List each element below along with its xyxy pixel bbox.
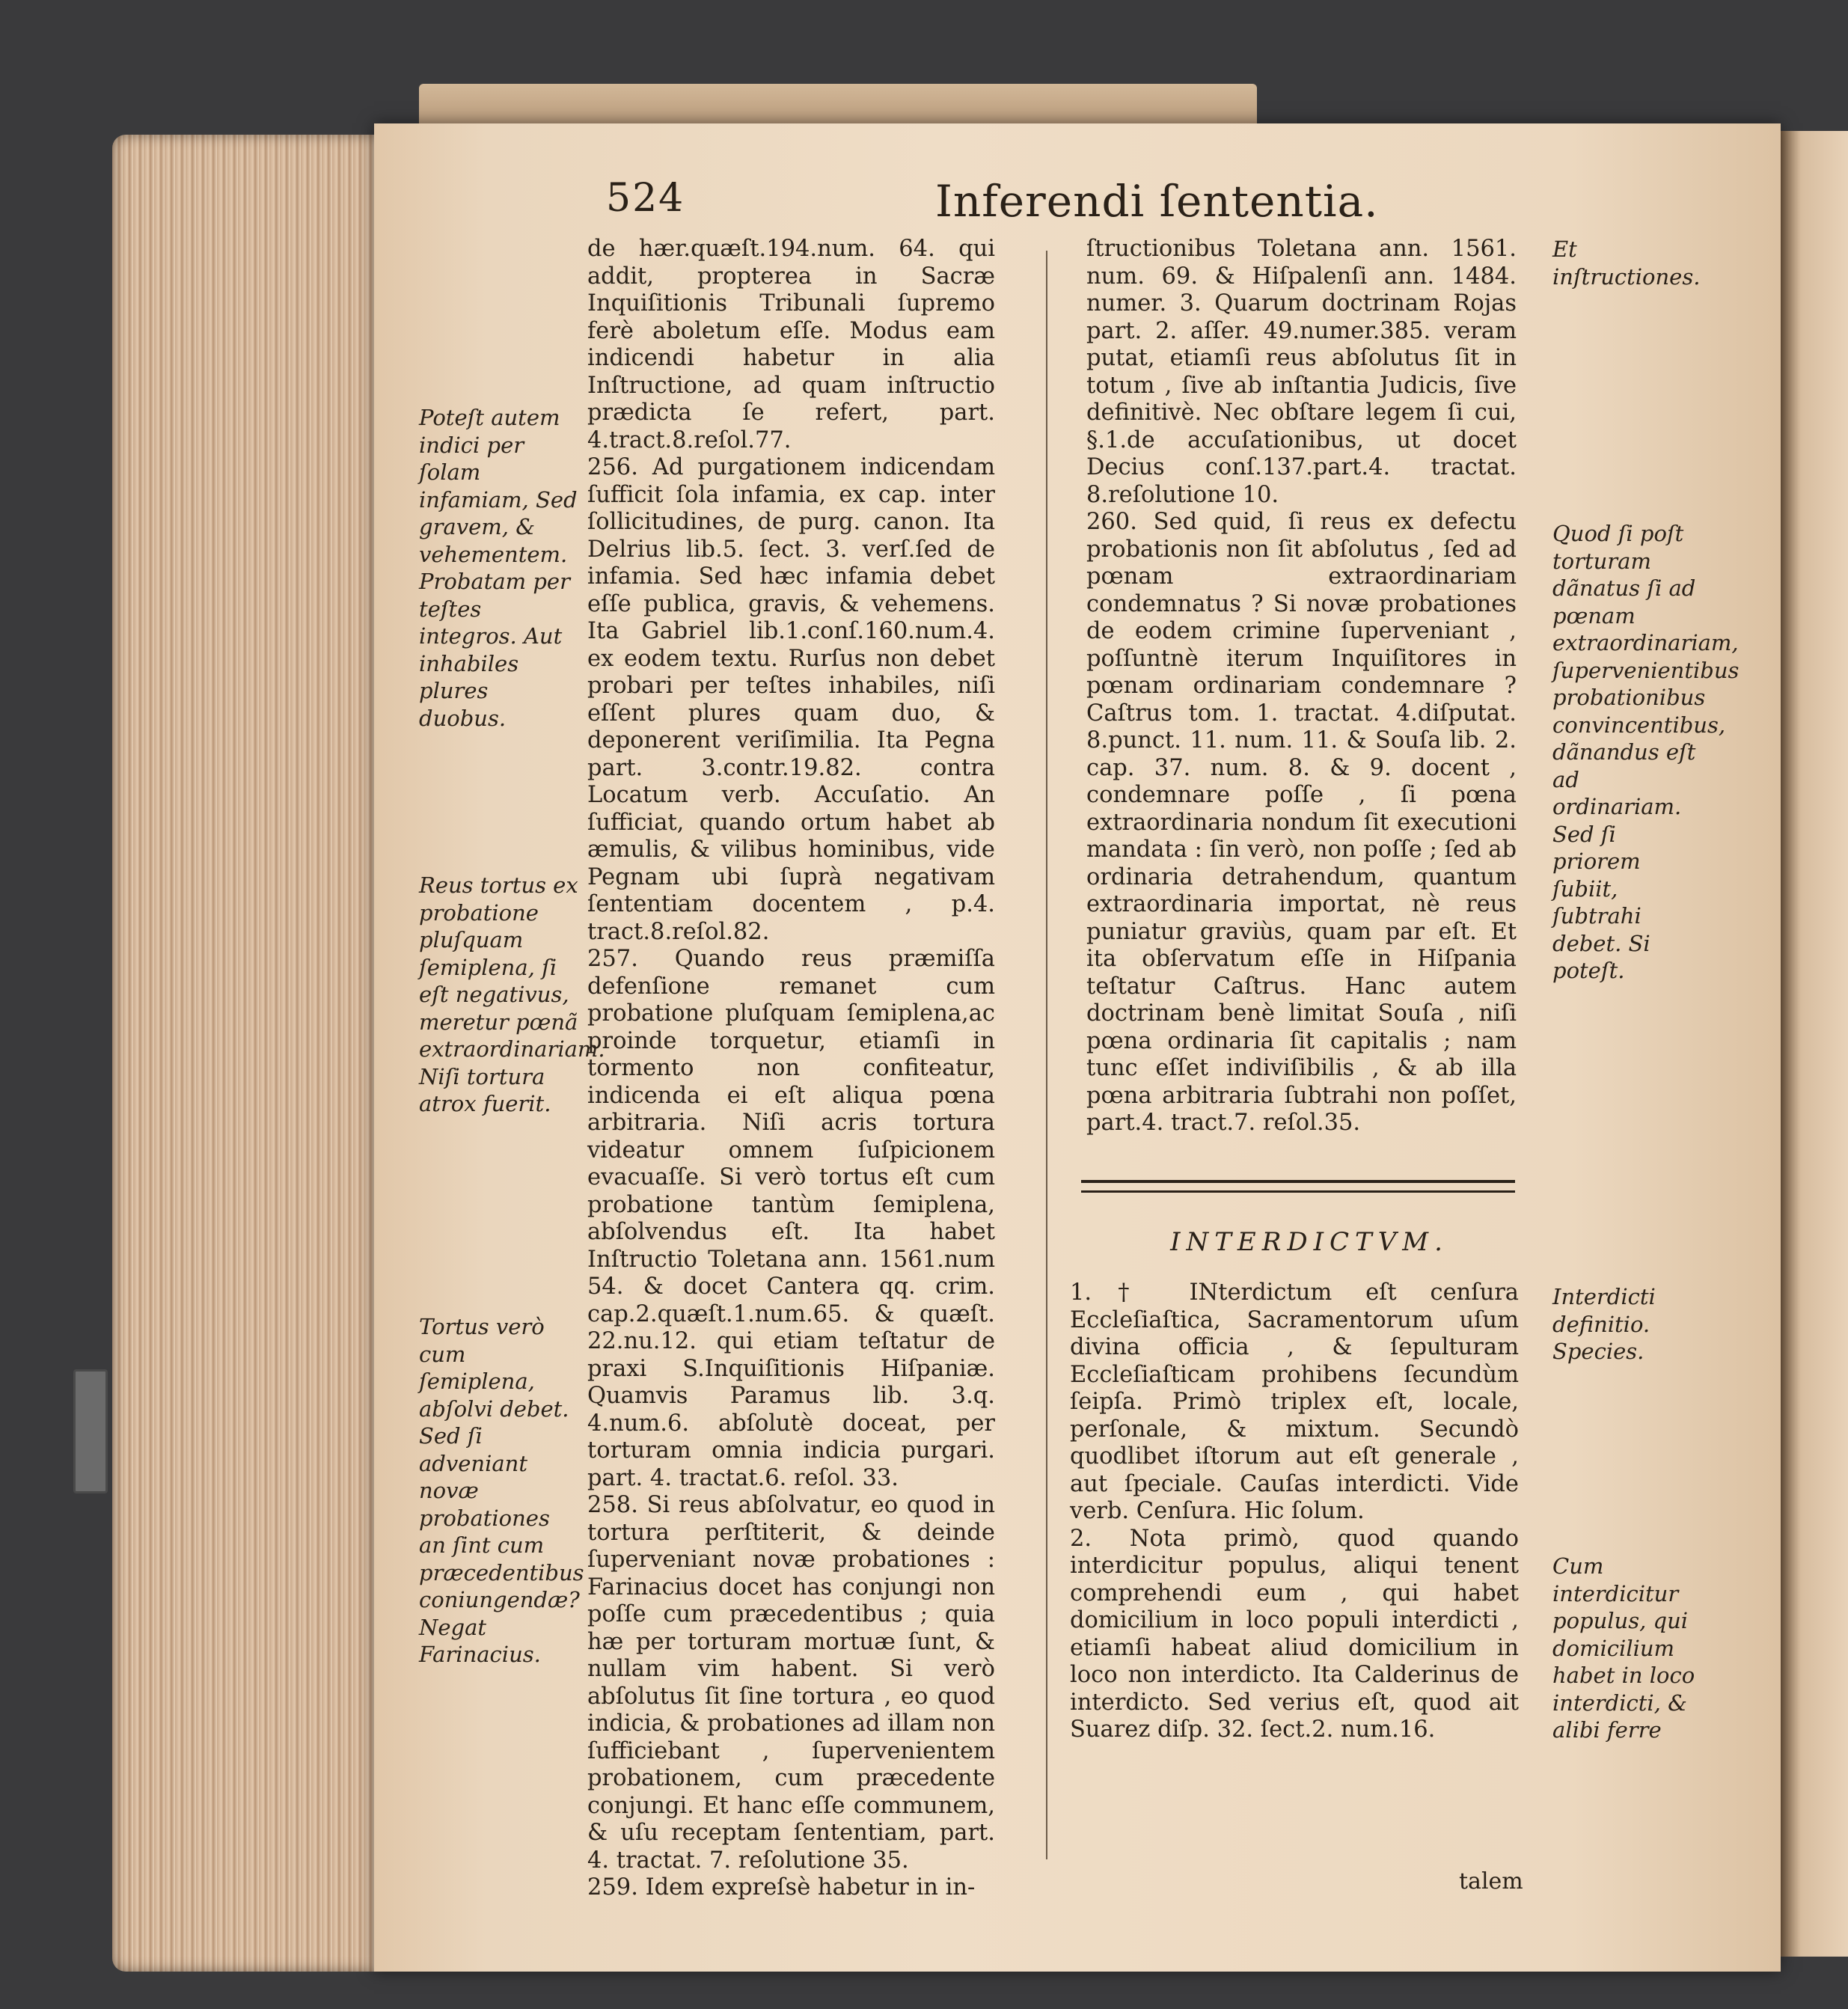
margin-note-left-3: Tortus verò cum ſemiplena, abſolvi debet. Sed ſi adveniant novæ probationes an ſint cum præcedentibus coniungendæ? Negat Farinacius. bbox=[419, 1314, 584, 1667]
ornamental-rule bbox=[1081, 1180, 1515, 1193]
paragraph: 259. Idem expreſsè habetur in in- bbox=[587, 1874, 976, 1901]
left-text-column bbox=[587, 236, 995, 1902]
paragraph: de hær.quæſt.194.num. 64. qui addit, propterea in Sacræ Inquiſitionis Tribunali ſupremo ferè aboletum eſſe. Modus eam indicendi habetur in alia Inſtructione, ad quam inſtructio prædicta ſe refert, part. 4.tract.8.reſol.77. bbox=[587, 236, 995, 453]
paragraph: 1.† INterdictum eſt cenſura Eccleſiaſtica, Sacramentorum uſum divina officia , & ſepulturam Eccleſiaſticam prohibens ſecundùm ſeipſa. Primò triplex eſt, locale, perſonale, & mixtum. Secundò quodlibet iſtorum aut eſt generale , aut ſpeciale. Cauſas interdicti. Vide verb. Cenſura. Hic ſolum. bbox=[1070, 1279, 1519, 1524]
catchword: talem bbox=[1459, 1868, 1523, 1895]
paragraph: 2. Nota primò, quod quando interdicitur populus, aliqui tenent comprehendi eum , qui habet domicilium in loco populi interdicti , etiamſi habeat aliud domicilium in loco non interdicto. Ita Calderinus de interdicto. Sed verius eſt, quod ait Suarez diſp. 32. ſect.2. num.16. bbox=[1070, 1525, 1519, 1743]
facing-page-edge bbox=[1781, 131, 1848, 1957]
margin-note-right-4: Cum interdicitur populus, qui domicilium habet in loco interdicti, & alibi ferre bbox=[1552, 1553, 1695, 1743]
paragraph: 256. Ad purgationem indicendam ſufficit ſola infamia, ex cap. inter ſollicitudines, de purg. canon. Ita Delrius lib.5. ſect. 3. verſ.ſed de infamia. Sed hæc infamia debet eſſe publica, gravis, & vehemens. Ita Gabriel lib.1.conſ.160.num.4. ex eodem textu. Rurſus non debet probari per teſtes inhabiles, niſi eſſent plures quam duo, & deponerent veriſimilia. Ita Pegna part. 3.contr.19.82. contra Locatum verb. Accuſatio. An ſufficiat, quando ortum habet ab æmulis, & vilibus hominibus, vide Pegnam ubi ſuprà negativam ſententiam docentem , p.4. tract.8.reſol.82. bbox=[587, 454, 995, 945]
right-text-column bbox=[1086, 236, 1517, 1137]
margin-note-right-2: Quod ſi poſt torturam dãnatus ſi ad pœnam extraordinariam, ſupervenientibus probationibus convincentibus, dãnandus eſt ad ordinariam. Sed ſi priorem ſubiit, ſubtrahi debet. Si poteſt. bbox=[1552, 521, 1740, 983]
paragraph: 257. Quando reus præmiſſa defenſione remanet cum probatione pluſquam ſemiplena,ac proinde torquetur, etiamſi in tormento non confiteatur, indicenda ei eſt aliqua pœna arbitraria. Niſi acris tortura videatur omnem ſuſpicionem evacuaſſe. Si verò tortus eſt cum probatione tantùm ſemiplena, abſolvendus eſt. Ita habet Inſtructio Toletana ann. 1561.num 54. & docet Cantera qq. crim. cap.2.quæſt.1.num.65. & quæſt. 22.nu.12. qui etiam teſtatur de praxi S.Inquiſitionis Hiſpaniæ. Quamvis Paramus lib. 3.q. 4.num.6. abſolutè doceat, per torturam omnia indicia purgari. part. 4. tractat.6. reſol. 33. bbox=[587, 946, 995, 1491]
margin-note-right-3: Interdicti definitio. Species. bbox=[1552, 1284, 1656, 1364]
column-rule bbox=[1046, 251, 1047, 1859]
book-clasp bbox=[73, 1369, 108, 1493]
book-top-edge bbox=[419, 84, 1257, 129]
paragraph: 258. Si reus abſolvatur, eo quod in tortura perſtiterit, & deinde ſuperveniant novæ probationes : Farinacius docet has conjungi non poſſe cum præcedentibus ; quia hæ per torturam mortuæ ſunt, & nullam vim habent. Si verò abſolutus ſit ſine tortura , eo quod indicia, & probationes ad illam non ſufficiebant , ſupervenientem probationem, cum præcedente conjungi. Et hanc eſſe communem, & uſu receptam ſententiam, part. 4. tractat. 7. reſolutione 35. bbox=[587, 1492, 995, 1874]
page-number: 524 bbox=[606, 176, 685, 221]
book-page bbox=[374, 123, 1781, 1972]
paragraph: 260. Sed quid, ſi reus ex defectu probationis non ſit abſolutus , ſed ad pœnam extraordinariam condemnatus ? Si novæ probationes de eodem crimine ſuperveniant , poſſuntnè iterum Inquiſitores in pœnam ordinariam condemnare ? Caſtrus tom. 1. tractat. 4.diſputat. 8.punct. 11. num. 11. & Souſa lib. 2. cap. 37. num. 8. & 9. docent , condemnare poſſe , ſi pœna extraordinaria nondum ſit executioni mandata : ſin verò, non poſſe ; ſed ab ordinaria detrahendum, quantum extraordinaria importat, nè reus puniatur graviùs, quam par eſt. Et ita obſervatum eſſe in Hiſpania teſtatur Caſtrus. Hanc autem doctrinam benè limitat Souſa , niſi pœna ordinaria ſit capitalis ; nam tunc eſſet indiviſibilis , & ab illa pœna arbitraria ſubtrahi non poſſet, part.4. tract.7. reſol.35. bbox=[1086, 509, 1517, 1136]
margin-note-right-1: Et inſtructiones. bbox=[1552, 236, 1701, 290]
section-body bbox=[1070, 1279, 1519, 1744]
book-page-edges bbox=[112, 135, 389, 1972]
section-heading: INTERDICTVM. bbox=[1170, 1227, 1448, 1257]
running-title: Inferendi ſententia. bbox=[935, 176, 1379, 227]
page-header bbox=[606, 176, 1541, 243]
margin-note-left-1: Poteſt autem indici per ſolam infamiam, Sed gravem, & vehementem. Probatam per teſtes integros. Aut inhabiles plures duobus. bbox=[419, 405, 578, 731]
margin-note-left-2: Reus tortus ex probatione pluſquam ſemiplena, ſi eſt negativus, meretur pœnã extraordinariam. Niſi tortura atrox fuerit. bbox=[419, 872, 605, 1116]
paragraph: ſtructionibus Toletana ann. 1561. num. 69. & Hiſpalenſi ann. 1484. numer. 3. Quarum doctrinam Rojas part. 2. aſſer. 49.numer.385. veram putat, etiamſi reus abſolutus ſit in totum , ſive ab inſtantia Judicis, ſive definitivè. Nec obſtare legem ſi cui, §.1.de accuſationibus, ut docet Decius conſ.137.part.4. tractat. 8.reſolutione 10. bbox=[1086, 236, 1517, 508]
